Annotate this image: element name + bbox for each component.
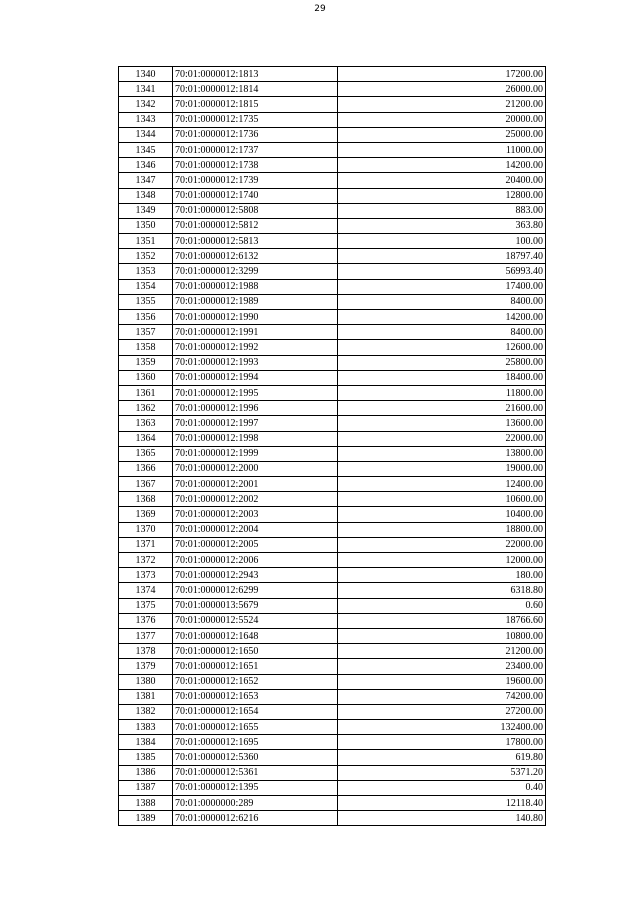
value-cell: 18400.00 [338, 370, 546, 385]
cadastral-number-cell: 70:01:0000012:5813 [173, 234, 338, 249]
value-cell: 11800.00 [338, 385, 546, 400]
table-row [119, 811, 546, 826]
value-cell: 0.40 [338, 780, 546, 795]
value-cell: 26000.00 [338, 82, 546, 97]
value-cell: 21600.00 [338, 401, 546, 416]
table-row [119, 598, 546, 613]
cadastral-number-cell: 70:01:0000012:2003 [173, 507, 338, 522]
cadastral-number-cell: 70:01:0000012:2004 [173, 522, 338, 537]
row-number-cell: 1345 [119, 142, 173, 157]
cadastral-number-cell: 70:01:0000012:6132 [173, 249, 338, 264]
row-number-cell: 1375 [119, 598, 173, 613]
table-row [119, 264, 546, 279]
table-row [119, 142, 546, 157]
value-cell: 18766.60 [338, 613, 546, 628]
row-number-cell: 1351 [119, 234, 173, 249]
row-number-cell: 1380 [119, 674, 173, 689]
row-number-cell: 1371 [119, 537, 173, 552]
table-row [119, 401, 546, 416]
value-cell: 11000.00 [338, 142, 546, 157]
row-number-cell: 1377 [119, 628, 173, 643]
table-row [119, 537, 546, 552]
row-number-cell: 1378 [119, 644, 173, 659]
value-cell: 6318.80 [338, 583, 546, 598]
table-row [119, 234, 546, 249]
table-row [119, 97, 546, 112]
cadastral-number-cell: 70:01:0000012:1655 [173, 720, 338, 735]
table-row [119, 385, 546, 400]
table-row [119, 446, 546, 461]
value-cell: 17200.00 [338, 67, 546, 82]
cadastral-number-cell: 70:01:0000012:1739 [173, 173, 338, 188]
value-cell: 27200.00 [338, 704, 546, 719]
row-number-cell: 1360 [119, 370, 173, 385]
registry-table [118, 66, 546, 826]
cadastral-number-cell: 70:01:0000012:1814 [173, 82, 338, 97]
page-number: 29 [314, 4, 326, 14]
cadastral-number-cell: 70:01:0000012:1737 [173, 142, 338, 157]
cadastral-number-cell: 70:01:0000012:1997 [173, 416, 338, 431]
value-cell: 25800.00 [338, 355, 546, 370]
value-cell: 18800.00 [338, 522, 546, 537]
row-number-cell: 1365 [119, 446, 173, 461]
table-row [119, 628, 546, 643]
value-cell: 0.60 [338, 598, 546, 613]
cadastral-number-cell: 70:01:0000012:1736 [173, 127, 338, 142]
table-row [119, 613, 546, 628]
row-number-cell: 1357 [119, 325, 173, 340]
table-row [119, 492, 546, 507]
table-row [119, 507, 546, 522]
cadastral-number-cell: 70:01:0000000:289 [173, 796, 338, 811]
cadastral-number-cell: 70:01:0000012:1395 [173, 780, 338, 795]
value-cell: 21200.00 [338, 97, 546, 112]
cadastral-number-cell: 70:01:0000013:5679 [173, 598, 338, 613]
row-number-cell: 1362 [119, 401, 173, 416]
table-row [119, 796, 546, 811]
row-number-cell: 1368 [119, 492, 173, 507]
registry-table-body [119, 67, 546, 826]
cadastral-number-cell: 70:01:0000012:6216 [173, 811, 338, 826]
row-number-cell: 1367 [119, 477, 173, 492]
table-row [119, 553, 546, 568]
row-number-cell: 1381 [119, 689, 173, 704]
value-cell: 12400.00 [338, 477, 546, 492]
value-cell: 23400.00 [338, 659, 546, 674]
value-cell: 22000.00 [338, 431, 546, 446]
row-number-cell: 1346 [119, 158, 173, 173]
cadastral-number-cell: 70:01:0000012:1813 [173, 67, 338, 82]
cadastral-number-cell: 70:01:0000012:2006 [173, 553, 338, 568]
row-number-cell: 1349 [119, 203, 173, 218]
value-cell: 8400.00 [338, 325, 546, 340]
table-row [119, 249, 546, 264]
row-number-cell: 1343 [119, 112, 173, 127]
value-cell: 14200.00 [338, 158, 546, 173]
cadastral-number-cell: 70:01:0000012:2002 [173, 492, 338, 507]
row-number-cell: 1358 [119, 340, 173, 355]
cadastral-number-cell: 70:01:0000012:6299 [173, 583, 338, 598]
row-number-cell: 1342 [119, 97, 173, 112]
cadastral-number-cell: 70:01:0000012:1991 [173, 325, 338, 340]
table-row [119, 112, 546, 127]
table-row [119, 82, 546, 97]
row-number-cell: 1344 [119, 127, 173, 142]
cadastral-number-cell: 70:01:0000012:1989 [173, 294, 338, 309]
cadastral-number-cell: 70:01:0000012:2001 [173, 477, 338, 492]
table-row [119, 340, 546, 355]
value-cell: 13600.00 [338, 416, 546, 431]
cadastral-number-cell: 70:01:0000012:1738 [173, 158, 338, 173]
cadastral-number-cell: 70:01:0000012:2943 [173, 568, 338, 583]
table-row [119, 750, 546, 765]
row-number-cell: 1369 [119, 507, 173, 522]
value-cell: 100.00 [338, 234, 546, 249]
row-number-cell: 1366 [119, 461, 173, 476]
value-cell: 14200.00 [338, 310, 546, 325]
value-cell: 25000.00 [338, 127, 546, 142]
table-row [119, 522, 546, 537]
cadastral-number-cell: 70:01:0000012:5360 [173, 750, 338, 765]
cadastral-number-cell: 70:01:0000012:2005 [173, 537, 338, 552]
table-row [119, 674, 546, 689]
row-number-cell: 1382 [119, 704, 173, 719]
row-number-cell: 1374 [119, 583, 173, 598]
table-row [119, 477, 546, 492]
cadastral-number-cell: 70:01:0000012:5812 [173, 218, 338, 233]
table-row [119, 355, 546, 370]
value-cell: 74200.00 [338, 689, 546, 704]
value-cell: 12800.00 [338, 188, 546, 203]
table-row [119, 218, 546, 233]
value-cell: 619.80 [338, 750, 546, 765]
cadastral-number-cell: 70:01:0000012:1994 [173, 370, 338, 385]
row-number-cell: 1363 [119, 416, 173, 431]
row-number-cell: 1359 [119, 355, 173, 370]
row-number-cell: 1372 [119, 553, 173, 568]
value-cell: 363.80 [338, 218, 546, 233]
value-cell: 8400.00 [338, 294, 546, 309]
row-number-cell: 1350 [119, 218, 173, 233]
row-number-cell: 1354 [119, 279, 173, 294]
value-cell: 180.00 [338, 568, 546, 583]
row-number-cell: 1355 [119, 294, 173, 309]
row-number-cell: 1352 [119, 249, 173, 264]
cadastral-number-cell: 70:01:0000012:5808 [173, 203, 338, 218]
table-row [119, 431, 546, 446]
cadastral-number-cell: 70:01:0000012:5524 [173, 613, 338, 628]
cadastral-number-cell: 70:01:0000012:1996 [173, 401, 338, 416]
value-cell: 883.00 [338, 203, 546, 218]
value-cell: 10400.00 [338, 507, 546, 522]
table-row [119, 644, 546, 659]
table-row [119, 67, 546, 82]
value-cell: 10600.00 [338, 492, 546, 507]
table-row [119, 416, 546, 431]
table-row [119, 720, 546, 735]
value-cell: 10800.00 [338, 628, 546, 643]
cadastral-number-cell: 70:01:0000012:1988 [173, 279, 338, 294]
table-row [119, 583, 546, 598]
table-row [119, 370, 546, 385]
cadastral-number-cell: 70:01:0000012:5361 [173, 765, 338, 780]
table-row [119, 704, 546, 719]
value-cell: 20000.00 [338, 112, 546, 127]
cadastral-number-cell: 70:01:0000012:1740 [173, 188, 338, 203]
row-number-cell: 1387 [119, 780, 173, 795]
row-number-cell: 1347 [119, 173, 173, 188]
cadastral-number-cell: 70:01:0000012:1648 [173, 628, 338, 643]
cadastral-number-cell: 70:01:0000012:1990 [173, 310, 338, 325]
table-row [119, 310, 546, 325]
cadastral-number-cell: 70:01:0000012:1650 [173, 644, 338, 659]
cadastral-number-cell: 70:01:0000012:1653 [173, 689, 338, 704]
cadastral-number-cell: 70:01:0000012:1992 [173, 340, 338, 355]
table-row [119, 568, 546, 583]
table-row [119, 325, 546, 340]
value-cell: 12000.00 [338, 553, 546, 568]
table-row [119, 461, 546, 476]
row-number-cell: 1389 [119, 811, 173, 826]
cadastral-number-cell: 70:01:0000012:1999 [173, 446, 338, 461]
row-number-cell: 1341 [119, 82, 173, 97]
row-number-cell: 1379 [119, 659, 173, 674]
row-number-cell: 1353 [119, 264, 173, 279]
table-row [119, 765, 546, 780]
value-cell: 12600.00 [338, 340, 546, 355]
table-row [119, 158, 546, 173]
row-number-cell: 1384 [119, 735, 173, 750]
cadastral-number-cell: 70:01:0000012:1654 [173, 704, 338, 719]
value-cell: 140.80 [338, 811, 546, 826]
cadastral-number-cell: 70:01:0000012:1695 [173, 735, 338, 750]
row-number-cell: 1386 [119, 765, 173, 780]
cadastral-number-cell: 70:01:0000012:3299 [173, 264, 338, 279]
table-row [119, 659, 546, 674]
row-number-cell: 1388 [119, 796, 173, 811]
cadastral-number-cell: 70:01:0000012:1993 [173, 355, 338, 370]
value-cell: 21200.00 [338, 644, 546, 659]
table-row [119, 279, 546, 294]
value-cell: 20400.00 [338, 173, 546, 188]
row-number-cell: 1361 [119, 385, 173, 400]
value-cell: 18797.40 [338, 249, 546, 264]
row-number-cell: 1385 [119, 750, 173, 765]
value-cell: 19000.00 [338, 461, 546, 476]
value-cell: 56993.40 [338, 264, 546, 279]
table-row [119, 203, 546, 218]
value-cell: 22000.00 [338, 537, 546, 552]
table-row [119, 173, 546, 188]
row-number-cell: 1370 [119, 522, 173, 537]
table-row [119, 188, 546, 203]
cadastral-number-cell: 70:01:0000012:1815 [173, 97, 338, 112]
row-number-cell: 1373 [119, 568, 173, 583]
table-row [119, 689, 546, 704]
row-number-cell: 1340 [119, 67, 173, 82]
table-row [119, 127, 546, 142]
value-cell: 19600.00 [338, 674, 546, 689]
value-cell: 17400.00 [338, 279, 546, 294]
row-number-cell: 1356 [119, 310, 173, 325]
value-cell: 5371.20 [338, 765, 546, 780]
table-row [119, 780, 546, 795]
cadastral-number-cell: 70:01:0000012:2000 [173, 461, 338, 476]
table-row [119, 735, 546, 750]
cadastral-number-cell: 70:01:0000012:1652 [173, 674, 338, 689]
row-number-cell: 1364 [119, 431, 173, 446]
row-number-cell: 1376 [119, 613, 173, 628]
cadastral-number-cell: 70:01:0000012:1998 [173, 431, 338, 446]
value-cell: 132400.00 [338, 720, 546, 735]
row-number-cell: 1383 [119, 720, 173, 735]
table-row [119, 294, 546, 309]
row-number-cell: 1348 [119, 188, 173, 203]
value-cell: 17800.00 [338, 735, 546, 750]
cadastral-number-cell: 70:01:0000012:1995 [173, 385, 338, 400]
cadastral-number-cell: 70:01:0000012:1651 [173, 659, 338, 674]
value-cell: 12118.40 [338, 796, 546, 811]
value-cell: 13800.00 [338, 446, 546, 461]
cadastral-number-cell: 70:01:0000012:1735 [173, 112, 338, 127]
